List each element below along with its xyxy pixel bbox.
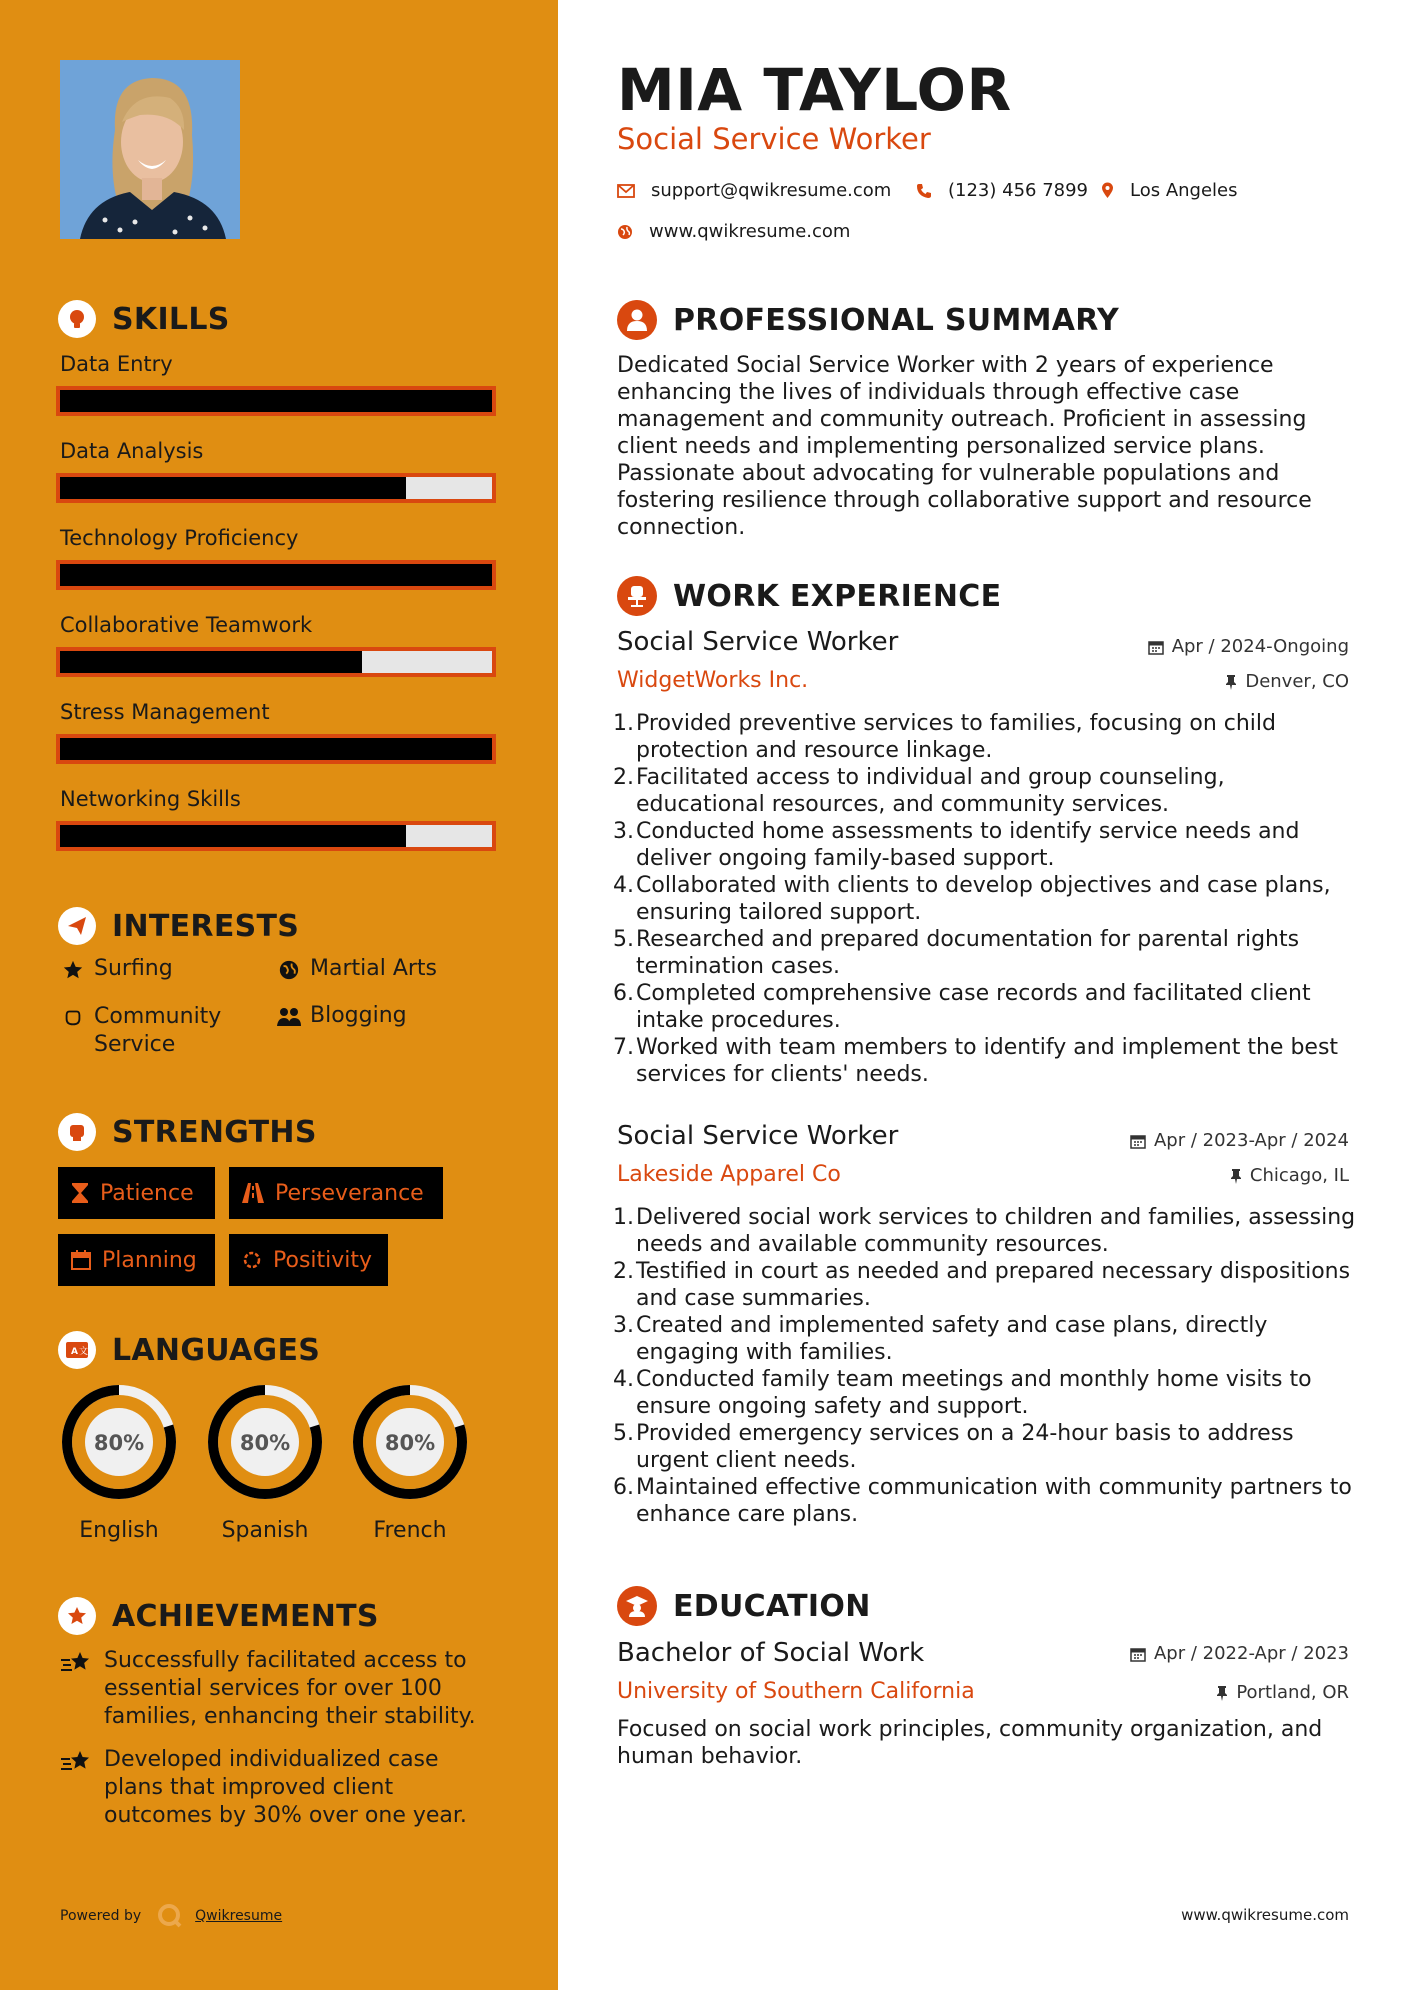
achievements-heading xyxy=(58,1597,379,1635)
skill-bar-fill xyxy=(60,390,492,412)
education-location xyxy=(1216,1682,1349,1703)
language-percent: 80% xyxy=(384,1431,436,1455)
language-name: Spanish xyxy=(221,1518,309,1543)
job-bullet: 2. Facilitated access to individual and group counseling, educational resources, and community services. xyxy=(613,765,1225,817)
phone-icon xyxy=(916,183,932,199)
job-company: Lakeside Apparel Co xyxy=(617,1162,841,1187)
globe-icon xyxy=(617,224,633,240)
contact-website[interactable] xyxy=(617,221,850,242)
interest-label: Blogging xyxy=(310,1003,407,1028)
degree-title: Bachelor of Social Work xyxy=(617,1638,925,1668)
summary-heading xyxy=(617,300,1119,340)
achievement-text: Successfully facilitated access to essential services for over 100 families, enhancing their stability. xyxy=(104,1648,476,1729)
paper-plane-icon xyxy=(58,907,96,945)
strength-tag xyxy=(58,1234,215,1286)
pin-icon xyxy=(1225,674,1237,690)
job-bullet: 6. Completed comprehensive case records and facilitated client intake procedures. xyxy=(613,981,1311,1033)
skill-bar xyxy=(56,473,496,503)
map-pin-icon xyxy=(1101,182,1114,199)
interest-label: Community Service xyxy=(94,1004,222,1057)
language-item xyxy=(348,1380,472,1543)
education-location-text: Portland, OR xyxy=(1236,1682,1349,1703)
sidebar xyxy=(0,0,558,1990)
contact-phone[interactable] xyxy=(916,180,1088,201)
hourglass-icon xyxy=(70,1182,90,1204)
interests-heading xyxy=(58,907,299,945)
contact-location xyxy=(1101,180,1238,201)
interests-title: INTERESTS xyxy=(112,908,300,944)
skill-bar-fill xyxy=(60,825,406,847)
job-location xyxy=(1225,671,1349,692)
profile-photo xyxy=(60,60,240,239)
education-heading xyxy=(617,1586,871,1626)
skill-bar-fill xyxy=(60,651,362,673)
shooting-star-icon xyxy=(60,1647,104,1731)
interest-label: Martial Arts xyxy=(310,956,438,981)
summary-text: Dedicated Social Service Worker with 2 years of experience enhancing the lives of individuals through effective case management and community outreach. Proficient in assessing client needs and implementing personalized service plans. Passionate about advocating for vulnerable populations and fostering resilience through collaborative support and resource connection. xyxy=(617,353,1312,540)
skill-bar-fill xyxy=(60,738,492,760)
job-title: Social Service Worker xyxy=(617,1121,899,1151)
skill-bar xyxy=(56,647,496,677)
shooting-star-icon xyxy=(60,1746,104,1830)
experience-title: WORK EXPERIENCE xyxy=(673,578,1002,614)
interest-item xyxy=(274,1003,407,1028)
interest-item xyxy=(58,1003,248,1059)
pin-icon xyxy=(1216,1685,1228,1701)
job-bullets xyxy=(613,710,1356,1088)
road-icon xyxy=(241,1182,265,1204)
location-text: Los Angeles xyxy=(1130,180,1238,201)
language-name: French xyxy=(373,1518,447,1543)
languages-heading xyxy=(58,1331,320,1369)
svg-text:文: 文 xyxy=(79,1347,89,1357)
job-dates-text: Apr / 2023-Apr / 2024 xyxy=(1153,1130,1349,1151)
skills-heading xyxy=(58,300,230,338)
contact-email[interactable] xyxy=(617,180,891,201)
strength-label: Patience xyxy=(100,1180,194,1206)
graduate-icon xyxy=(617,1586,657,1626)
calendar-icon xyxy=(1130,1646,1146,1662)
job-dates-text: Apr / 2024-Ongoing xyxy=(1171,636,1349,657)
languages-title: LANGUAGES xyxy=(112,1332,321,1368)
achievement-item xyxy=(60,1647,500,1731)
language-percent: 80% xyxy=(93,1431,145,1455)
strength-tag xyxy=(58,1167,215,1219)
email-text: support@qwikresume.com xyxy=(651,180,892,201)
phone-text: (123) 456 7899 xyxy=(948,180,1089,201)
language-gauge xyxy=(57,1380,181,1504)
skill-bar-fill xyxy=(60,564,492,586)
interest-label: Surfing xyxy=(94,956,173,981)
users-icon xyxy=(274,1003,304,1028)
footer-powered-by xyxy=(60,1903,282,1929)
skills-title: SKILLS xyxy=(112,301,230,337)
candidate-role: Social Service Worker xyxy=(617,122,931,156)
skill-label: Data Entry xyxy=(60,352,173,376)
job-dates xyxy=(1130,1130,1349,1151)
language-item xyxy=(203,1380,327,1543)
achievements-title: ACHIEVEMENTS xyxy=(112,1598,379,1634)
strengths-heading xyxy=(58,1113,317,1151)
job-bullet: 1. Provided preventive services to families, focusing on child protection and resource linkage. xyxy=(613,711,1276,763)
calendar-icon xyxy=(1130,1133,1146,1149)
skill-bar xyxy=(56,821,496,851)
language-item xyxy=(57,1380,181,1543)
job-bullet: 1. Delivered social work services to children and families, assessing needs and available community resources. xyxy=(613,1205,1356,1257)
strength-label: Planning xyxy=(102,1247,197,1273)
interest-item xyxy=(274,956,437,981)
skill-label: Stress Management xyxy=(60,700,270,724)
language-name: English xyxy=(79,1518,159,1543)
envelope-icon xyxy=(617,184,635,198)
job-bullet: 4. Conducted family team meetings and monthly home visits to ensure ongoing safety and support. xyxy=(613,1367,1312,1419)
job-bullet: 3. Conducted home assessments to identify service needs and deliver ongoing family-based support. xyxy=(613,819,1300,871)
footer-url[interactable]: www.qwikresume.com xyxy=(1181,1906,1349,1924)
qwikresume-link[interactable]: Qwikresume xyxy=(195,1908,283,1924)
skill-bar-fill xyxy=(60,477,406,499)
school-name: University of Southern California xyxy=(617,1679,975,1704)
website-text: www.qwikresume.com xyxy=(649,221,851,242)
job-bullet: 6. Maintained effective communication with community partners to enhance care plans. xyxy=(613,1475,1352,1527)
job-bullet: 3. Created and implemented safety and case plans, directly engaging with families. xyxy=(613,1313,1268,1365)
job-bullet: 5. Provided emergency services on a 24-hour basis to address urgent client needs. xyxy=(613,1421,1294,1473)
interest-item xyxy=(58,956,173,981)
strength-label: Positivity xyxy=(273,1247,373,1273)
skill-bar xyxy=(56,734,496,764)
job-dates xyxy=(1148,636,1349,657)
skill-label: Data Analysis xyxy=(60,439,204,463)
globe-icon xyxy=(274,956,304,981)
education-description: Focused on social work principles, community organization, and human behavior. xyxy=(617,1717,1323,1769)
award-icon xyxy=(58,1597,96,1635)
skill-bar xyxy=(56,560,496,590)
qwikresume-logo-icon xyxy=(157,1903,183,1929)
skill-bar xyxy=(56,386,496,416)
job-bullet: 4. Collaborated with clients to develop objectives and case plans, ensuring tailored support. xyxy=(613,873,1331,925)
candidate-name: MIA TAYLOR xyxy=(617,56,1012,124)
strength-tag xyxy=(229,1234,388,1286)
language-percent: 80% xyxy=(239,1431,291,1455)
job-location xyxy=(1230,1165,1349,1186)
job-location-text: Chicago, IL xyxy=(1249,1165,1349,1186)
achievement-text: Developed individualized case plans that improved client outcomes by 30% over one year. xyxy=(104,1747,467,1828)
language-icon xyxy=(58,1331,96,1369)
calendar-icon xyxy=(1148,639,1164,655)
job-bullets xyxy=(613,1204,1356,1528)
skill-label: Technology Proficiency xyxy=(60,526,299,550)
language-gauge xyxy=(348,1380,472,1504)
office-chair-icon xyxy=(617,576,657,616)
achievement-item xyxy=(60,1746,500,1830)
strengths-title: STRENGTHS xyxy=(112,1114,317,1150)
lightbulb-icon xyxy=(58,300,96,338)
sun-icon xyxy=(241,1249,263,1271)
experience-heading xyxy=(617,576,1001,616)
education-dates-text: Apr / 2022-Apr / 2023 xyxy=(1153,1643,1349,1664)
strength-label: Perseverance xyxy=(275,1180,424,1206)
job-location-text: Denver, CO xyxy=(1245,671,1349,692)
pin-icon xyxy=(1230,1168,1242,1184)
education-dates xyxy=(1130,1643,1349,1664)
job-bullet: 2. Testified in court as needed and prepared necessary dispositions and case summaries. xyxy=(613,1259,1351,1311)
job-title: Social Service Worker xyxy=(617,627,899,657)
job-bullet: 7. Worked with team members to identify and implement the best services for clients' needs. xyxy=(613,1035,1339,1087)
powered-by-text: Powered by xyxy=(60,1908,142,1924)
star-icon xyxy=(58,956,88,981)
skill-label: Collaborative Teamwork xyxy=(60,613,313,637)
skill-label: Networking Skills xyxy=(60,787,241,811)
calendar-icon xyxy=(70,1249,92,1271)
user-icon xyxy=(617,300,657,340)
job-bullet: 5. Researched and prepared documentation for parental rights termination cases. xyxy=(613,927,1300,979)
hand-icon xyxy=(58,1003,88,1028)
svg-text:A: A xyxy=(71,1347,78,1357)
summary-title: PROFESSIONAL SUMMARY xyxy=(673,302,1120,338)
strength-tag xyxy=(229,1167,443,1219)
language-gauge xyxy=(203,1380,327,1504)
job-company: WidgetWorks Inc. xyxy=(617,668,809,693)
education-title: EDUCATION xyxy=(673,1588,871,1624)
fist-icon xyxy=(58,1113,96,1151)
